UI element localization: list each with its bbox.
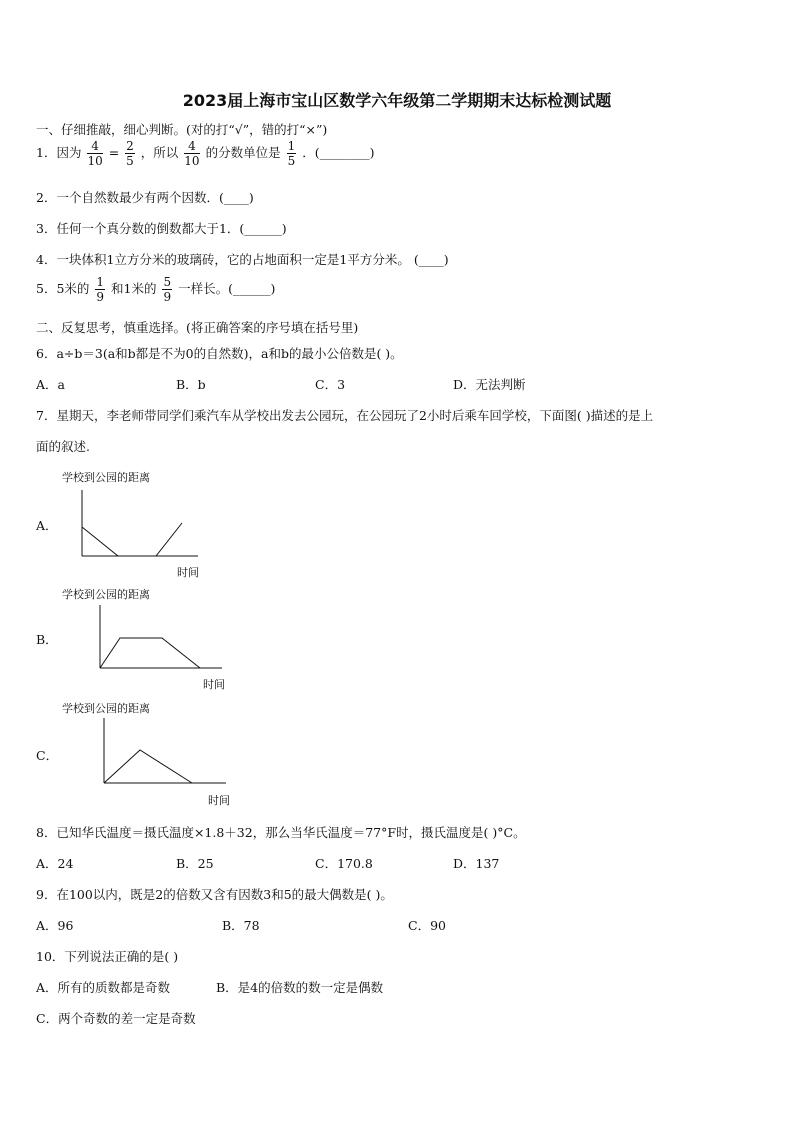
fraction xyxy=(125,140,135,167)
numerator: 1 xyxy=(287,139,296,153)
graph-c-xlabel: 时间 xyxy=(208,794,230,807)
graph-b xyxy=(90,600,230,675)
question-7-line1: 7．星期天，李老师带同学们乘汽车从学校出发去公园玩，在公园玩了2小时后乘车回学校，下面图( )描述的是上 xyxy=(36,408,654,423)
denominator: 10 xyxy=(87,154,103,168)
option-b[interactable]: B．b xyxy=(176,377,206,392)
denominator: 10 xyxy=(184,154,200,168)
graph-b-ylabel: 学校到公园的距离 xyxy=(62,588,150,601)
question-3: 3．任何一个真分数的倒数都大于1．(______) xyxy=(36,221,287,236)
q5-text: 5．5米的 xyxy=(36,281,90,296)
question-9: 9．在100以内，既是2的倍数又含有因数3和5的最大偶数是( )。 xyxy=(36,887,393,902)
option-b[interactable]: B．是4的倍数的数一定是偶数 xyxy=(216,980,384,995)
graph-c-ylabel: 学校到公园的距离 xyxy=(62,702,150,715)
option-d[interactable]: D．无法判断 xyxy=(453,377,526,392)
distance-line xyxy=(82,523,182,556)
graph-a-option[interactable]: A． xyxy=(36,518,58,533)
graph-a-ylabel: 学校到公园的距离 xyxy=(62,471,150,484)
option-c[interactable]: C．两个奇数的差一定是奇数 xyxy=(36,1011,196,1026)
question-5 xyxy=(36,276,275,303)
distance-line xyxy=(100,638,200,668)
graph-b-xlabel: 时间 xyxy=(203,678,225,691)
denominator: 9 xyxy=(163,290,172,304)
option-a[interactable]: A．a xyxy=(36,377,65,392)
q1-prefix: 1．因为 xyxy=(36,145,82,160)
question-10: 10．下列说法正确的是( ) xyxy=(36,949,179,964)
denominator: 9 xyxy=(96,290,105,304)
graph-b-option[interactable]: B． xyxy=(36,632,58,647)
numerator: 2 xyxy=(126,139,134,153)
numerator: 4 xyxy=(87,140,102,154)
fraction xyxy=(184,140,199,167)
option-c[interactable]: C．3 xyxy=(315,377,346,392)
distance-line xyxy=(104,750,192,783)
option-b[interactable]: B．25 xyxy=(176,856,214,871)
page-title: 2023届上海市宝山区数学六年级第二学期期末达标检测试题 xyxy=(182,91,612,110)
q5-text: 和1米的 xyxy=(111,281,157,296)
numerator: 1 xyxy=(96,275,105,289)
option-c[interactable]: C．170.8 xyxy=(315,856,373,871)
fraction xyxy=(95,276,105,303)
graph-a-xlabel: 时间 xyxy=(177,566,199,579)
section2-heading: 二、反复思考，慎重选择。(将正确答案的序号填在括号里) xyxy=(36,320,359,335)
graph-c xyxy=(94,713,234,788)
option-b[interactable]: B．78 xyxy=(222,918,260,933)
question-4: 4．一块体积1立方分米的玻璃砖，它的占地面积一定是1平方分米。 (____) xyxy=(36,252,449,267)
question-6: 6．a÷b＝3(a和b都是不为0的自然数)，a和b的最小公倍数是( )。 xyxy=(36,346,403,361)
denominator: 5 xyxy=(287,154,296,168)
section1-heading: 一、仔细推敲，细心判断。(对的打“√”，错的打“×”) xyxy=(36,122,328,137)
question-2: 2．一个自然数最少有两个因数．(____) xyxy=(36,190,254,205)
fraction xyxy=(87,140,102,167)
question-1 xyxy=(36,140,374,167)
answer-blank[interactable]: ．(________) xyxy=(302,145,375,160)
denominator: 5 xyxy=(126,154,134,168)
equals-sign: = xyxy=(108,145,120,160)
option-a[interactable]: A．24 xyxy=(36,856,74,871)
option-a[interactable]: A．96 xyxy=(36,918,74,933)
graph-c-option[interactable]: C． xyxy=(36,748,59,763)
answer-blank[interactable]: 一样长。(______) xyxy=(178,281,276,296)
fraction xyxy=(287,140,297,167)
graph-a xyxy=(70,485,200,565)
option-c[interactable]: C．90 xyxy=(408,918,446,933)
q1-text: ，所以 xyxy=(140,145,179,160)
option-d[interactable]: D．137 xyxy=(453,856,500,871)
numerator: 5 xyxy=(163,275,172,289)
question-8: 8．已知华氏温度＝摄氏温度×1.8＋32，那么当华氏温度＝77°F时，摄氏温度是( )°C。 xyxy=(36,825,526,840)
q1-text: 的分数单位是 xyxy=(205,145,281,160)
fraction xyxy=(162,276,172,303)
option-a[interactable]: A．所有的质数都是奇数 xyxy=(36,980,171,995)
numerator: 4 xyxy=(184,140,199,154)
question-7-line2: 面的叙述. xyxy=(36,439,90,454)
